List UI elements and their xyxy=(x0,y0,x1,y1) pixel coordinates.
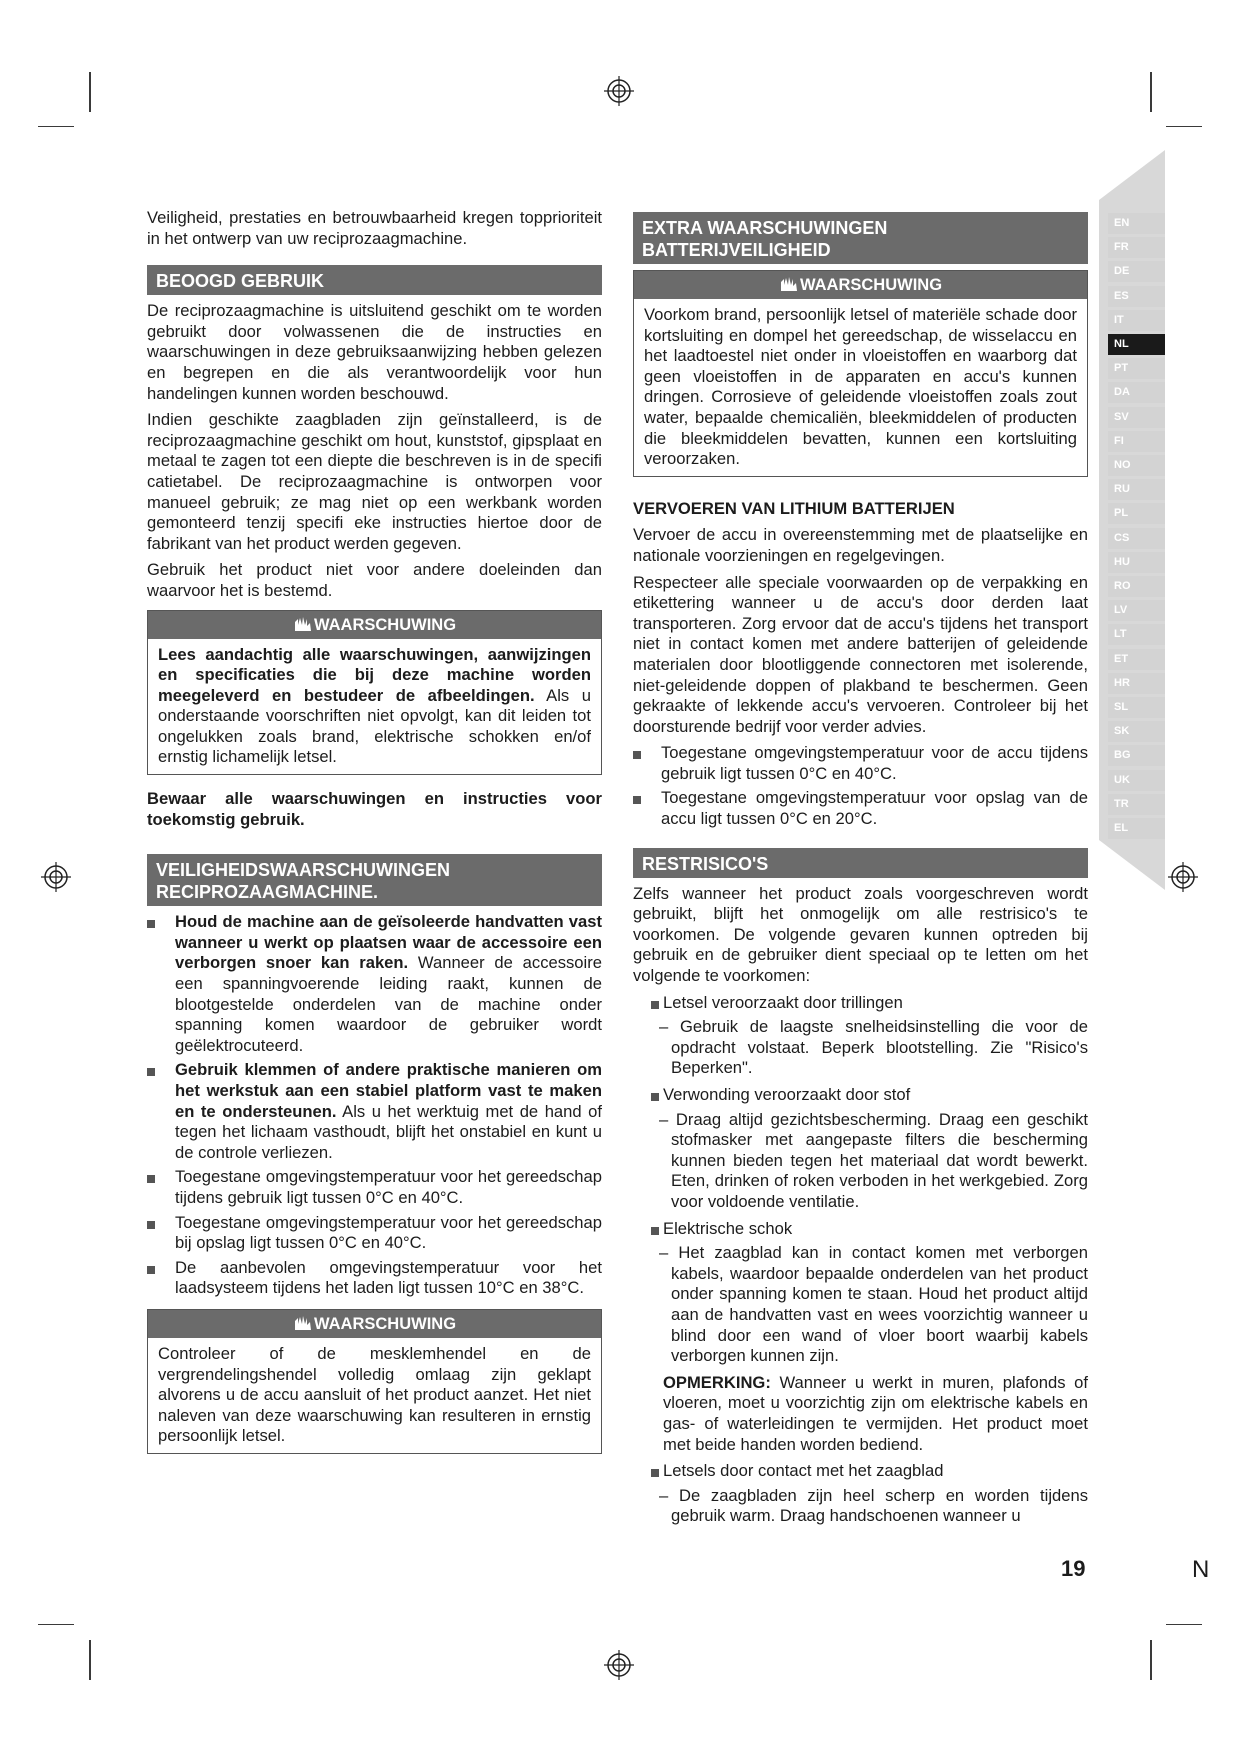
right-column xyxy=(633,212,1088,1533)
bewaar-text: Bewaar alle waarschuwingen en instructies voor toekomstig gebruik. xyxy=(147,789,602,829)
registration-mark-icon xyxy=(41,862,71,892)
language-tab-uk[interactable]: UK xyxy=(1108,770,1165,791)
language-tab-hu[interactable]: HU xyxy=(1108,552,1165,573)
warning-body: Controleer of de mesklemhendel en de vergrendelingshendel volledig omlaag zijn geklapt alvorens u de accu aansluit of het product aanzet. Het niet naleven van deze waarschuwing kan resulteren in ernstig persoonlijk letsel. xyxy=(158,1343,591,1446)
beoogd-paragraph-3: Gebruik het product niet voor andere doeleinden dan waarvoor het is bestemd. xyxy=(147,560,602,600)
language-tab-hr[interactable]: HR xyxy=(1108,673,1165,694)
language-tab-nl[interactable]: NL xyxy=(1108,334,1165,355)
language-tab-no[interactable]: NO xyxy=(1108,455,1165,476)
safety-list xyxy=(147,912,602,1299)
warning-box-2 xyxy=(147,1309,602,1454)
section-header-extra: EXTRA WAARSCHUWINGEN BATTERIJVEILIGHEID xyxy=(633,212,1088,264)
edge-character: N xyxy=(1192,1556,1210,1583)
crop-mark xyxy=(38,126,74,127)
language-tab-lv[interactable]: LV xyxy=(1108,600,1165,621)
battery-list xyxy=(633,743,1088,829)
list-item: Verwonding veroorzaakt door stof xyxy=(633,1085,1088,1106)
language-tab-pl[interactable]: PL xyxy=(1108,503,1165,524)
language-tab-ro[interactable]: RO xyxy=(1108,576,1165,597)
crop-mark xyxy=(1166,1624,1202,1625)
language-tab-cs[interactable]: CS xyxy=(1108,528,1165,549)
registration-mark-icon xyxy=(1168,862,1198,892)
language-tab-el[interactable]: EL xyxy=(1108,818,1165,839)
crop-mark xyxy=(89,72,91,112)
list-item: Toegestane omgevingstemperatuur voor de accu tijdens gebruik ligt tussen 0°C en 40°C. xyxy=(633,743,1088,784)
risk-detail: – Gebruik de laagste snelheidsinstelling die voor de opdracht volstaat. Beperk blootstelling. Zie "Risico's Beperken". xyxy=(659,1017,1088,1078)
list-item: Letsel veroorzaakt door trillingen xyxy=(633,993,1088,1014)
warning-title: WAARSCHUWING xyxy=(634,271,1087,299)
warning-body: Voorkom brand, persoonlijk letsel of materiële schade door kortsluiting en dompel het gereedschap, de wisselaccu en het laadtoestel niet onder in vloeistoffen en waarborg dat geen vloeistoffen in de apparaten en accu's kunnen dringen. Corrosieve of geleidende vloeistoffen zoals zout water, bepaalde chemicaliën, bleekmiddelen of producten die bleekmiddelen bevatten, kunnen een kortsluiting veroorzaken. xyxy=(644,305,1077,469)
language-tab-da[interactable]: DA xyxy=(1108,382,1165,403)
warning-body: Lees aandachtig alle waarschuwingen, aanwijzingen en specificaties die bij deze machine worden meegeleverd en bestudeer de afbeeldingen. Als u onderstaande voorschriften niet opvolgt, kan dit leiden tot ongelukken zoals brand, elektrische schokken en/of ernstig lichamelijk letsel. xyxy=(158,644,591,767)
risk-list xyxy=(633,1219,1088,1240)
list-item: Toegestane omgevingstemperatuur voor opslag van de accu ligt tussen 0°C en 20°C. xyxy=(633,788,1088,829)
vervoer-paragraph-2: Respecteer alle speciale voorwaarden op de verpakking en etikettering wanneer u de accu's door derden laat transporteren. Zorg ervoor dat de accu's tijdens het transport niet in contact komen met andere batterijen of geleidende materialen door blootliggende connectoren met isolerende, niet-geleidende doppen of plakband te beschermen. Geen gekraakte of lekkende accu's vervoeren. Controleer bij het doorsturende bedrijf voor verder advies. xyxy=(633,572,1088,736)
crop-mark xyxy=(89,1640,91,1680)
warning-box-3 xyxy=(633,270,1088,477)
list-item: Letsels door contact met het zaagblad xyxy=(633,1461,1088,1482)
language-tab-fr[interactable]: FR xyxy=(1108,237,1165,258)
warning-box-1 xyxy=(147,610,602,776)
section-header-beoogd: BEOOGD GEBRUIK xyxy=(147,265,602,295)
language-tab-sl[interactable]: SL xyxy=(1108,697,1165,718)
section-header-veiligheid: VEILIGHEIDSWAARSCHUWINGEN RECIPROZAAGMACHINE. xyxy=(147,854,602,906)
language-tab-bg[interactable]: BG xyxy=(1108,745,1165,766)
risk-list xyxy=(633,993,1088,1014)
crop-mark xyxy=(1166,126,1202,127)
language-tab-tr[interactable]: TR xyxy=(1108,794,1165,815)
registration-mark-icon xyxy=(604,1650,634,1680)
language-tab-es[interactable]: ES xyxy=(1108,286,1165,307)
crop-mark xyxy=(1150,1640,1152,1680)
language-tab-et[interactable]: ET xyxy=(1108,649,1165,670)
language-tab-ru[interactable]: RU xyxy=(1108,479,1165,500)
language-tab-pt[interactable]: PT xyxy=(1108,358,1165,379)
vervoer-paragraph-1: Vervoer de accu in overeenstemming met de plaatselijke en nationale voorzieningen en regelgevingen. xyxy=(633,525,1088,565)
intro-text: Veiligheid, prestaties en betrouwbaarheid kregen topprioriteit in het ontwerp van uw reciprozaagmachine. xyxy=(147,208,602,248)
note-text: OPMERKING: Wanneer u werkt in muren, plafonds of vloeren, moet u voorzichtig zijn om elektrische kabels en gas- of waterleidingen te vermijden. Het product moet met beide handen worden bediend. xyxy=(663,1372,1088,1454)
language-tab-en[interactable]: EN xyxy=(1108,213,1165,234)
risk-list xyxy=(633,1085,1088,1106)
left-column xyxy=(147,208,602,1468)
language-tab-fi[interactable]: FI xyxy=(1108,431,1165,452)
beoogd-paragraph-1: De reciprozaagmachine is uitsluitend geschikt om te worden gebruikt door volwassenen die de instructies en waarschuwingen in deze gebruiksaanwijzing hebben gelezen en begrepen en die als verantwoordelijk voor hun handelingen kunnen worden beschouwd. xyxy=(147,301,602,403)
risk-list xyxy=(633,1461,1088,1482)
beoogd-paragraph-2: Indien geschikte zaagbladen zijn geïnstalleerd, is de reciprozaagmachine geschikt om hout, kunststof, gipsplaat en metaal te zagen tot een diepte die beschreven is in de specifi catietabel. De reciprozaagmachine is ontworpen voor manueel gebruik; ze mag niet op een werkbank worden gemonteerd tenzij specifi eke instructies hiertoe door de fabrikant van het product werden gegeven. xyxy=(147,410,602,553)
warning-hand-icon xyxy=(779,276,799,292)
language-tab-de[interactable]: DE xyxy=(1108,261,1165,282)
warning-title: WAARSCHUWING xyxy=(148,611,601,639)
language-tab-sk[interactable]: SK xyxy=(1108,721,1165,742)
registration-mark-icon xyxy=(604,76,634,106)
list-item: Houd de machine aan de geïsoleerde handvatten vast wanneer u werkt op plaatsen waar de accessoire een verborgen snoer kan raken. Wanneer de accessoire een spanningvoerende leiding raakt, kunnen de blootgestelde onderdelen van de machine onder spanning komen waardoor de gebruiker wordt geëlektrocuteerd. xyxy=(147,912,602,1056)
crop-mark xyxy=(38,1624,74,1625)
warning-hand-icon xyxy=(293,616,313,632)
risk-detail: – De zaagbladen zijn heel scherp en worden tijdens gebruik warm. Draag handschoenen wanneer u xyxy=(659,1485,1088,1526)
risk-detail: – Het zaagblad kan in contact komen met verborgen kabels, waardoor bepaalde onderdelen van het product onder spanning komen te staan. Houd het product altijd aan de handvatten vast en wees voorzichtig wanneer u blind door een wand of vloer boort waarbij kabels verborgen kunnen zijn. xyxy=(659,1243,1088,1366)
language-tab-lt[interactable]: LT xyxy=(1108,624,1165,645)
crop-mark xyxy=(1150,72,1152,112)
warning-hand-icon xyxy=(293,1315,313,1331)
list-item: Toegestane omgevingstemperatuur voor het gereedschap bij opslag ligt tussen 0°C en 40°C. xyxy=(147,1213,602,1254)
risk-detail: – Draag altijd gezichtsbescherming. Draag een geschikt stofmasker met aangepaste filters die bescherming kunnen bieden tegen het materiaal dat wordt bewerkt. Eten, drinken of roken verboden in het werkgebied. Zorg voor voldoende ventilatie. xyxy=(659,1109,1088,1211)
list-item: Elektrische schok xyxy=(633,1219,1088,1240)
rest-paragraph: Zelfs wanneer het product zoals voorgeschreven wordt gebruikt, blijft het onmogelijk om alle restrisico's te voorkomen. De volgende gevaren kunnen optreden bij gebruik en de gebruiker dient speciaal op te letten om het volgende te voorkomen: xyxy=(633,883,1088,986)
subheading-vervoer: VERVOEREN VAN LITHIUM BATTERIJEN xyxy=(633,498,955,518)
section-header-restrisicos: RESTRISICO'S xyxy=(633,848,1088,878)
list-item: Gebruik klemmen of andere praktische manieren om het werkstuk aan een stabiel platform vast te maken en te ondersteunen. Als u het werktuig met de hand of tegen het lichaam vasthoudt, blijft het onstabiel en kunt u de controle verliezen. xyxy=(147,1060,602,1163)
language-tab-it[interactable]: IT xyxy=(1108,310,1165,331)
list-item: De aanbevolen omgevingstemperatuur voor het laadsysteem tijdens het laden ligt tussen 10°C en 38°C. xyxy=(147,1258,602,1299)
warning-title: WAARSCHUWING xyxy=(148,1310,601,1338)
language-tab-sv[interactable]: SV xyxy=(1108,407,1165,428)
page-number: 19 xyxy=(1061,1556,1086,1581)
list-item: Toegestane omgevingstemperatuur voor het gereedschap tijdens gebruik ligt tussen 0°C en 40°C. xyxy=(147,1167,602,1208)
